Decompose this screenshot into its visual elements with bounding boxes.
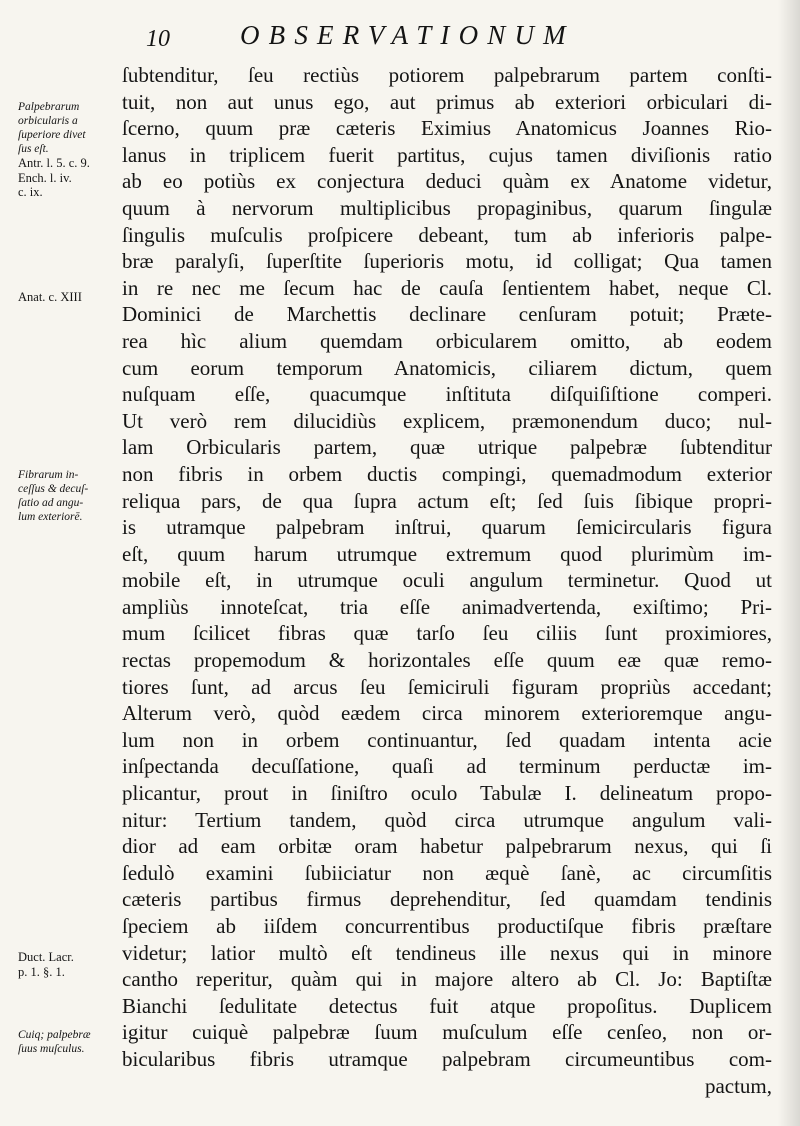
margin-line: Fibrarum in- — [18, 469, 79, 481]
margin-note-anat — [18, 290, 128, 305]
text-line: nuſquam eſſe, quacumque inſtituta diſquiſiſtione comperi. — [122, 382, 772, 407]
text-line: tuit, non aut unus ego, aut primus ab exteriori orbiculari di- — [122, 89, 772, 114]
text-line: eſt, quum harum utrumque extremum quod plurimùm im- — [122, 541, 772, 566]
text-line: ab eo potiùs ex conjectura deduci quàm ex Anatome videtur, — [122, 169, 772, 194]
margin-line: Anat. c. XIII — [18, 290, 82, 304]
margin-note-fibrarum — [18, 468, 128, 524]
margin-line: Palpebrarum — [18, 101, 80, 113]
text-line: videtur; latior multò eſt tendineus ille nexus qui in minore — [122, 940, 772, 965]
text-line: rea hìc alium quemdam orbicularem omitto, ab eodem — [122, 328, 772, 353]
text-line: ſedulò examini ſubiiciatur non æquè ſanè, ac circumſitis — [122, 860, 772, 885]
text-line: rectas propemodum & horizontales eſſe quum eæ quæ remo- — [122, 648, 772, 673]
text-line: reliqua pars, de qua ſupra actum eſt; ſed ſuis ſibique propri- — [122, 488, 772, 513]
text-line: mum ſcilicet fibras quæ tarſo ſeu ciliis ſunt proximiores, — [122, 621, 772, 646]
margin-line: ſuperiore divet — [18, 129, 86, 141]
text-line: Dominici de Marchettis declinare cenſuram potuit; Præte- — [122, 302, 772, 327]
margin-line: ſus eſt. — [18, 143, 49, 155]
text-line: non fibris in orbem ductis compingi, quemadmodum exterior — [122, 461, 772, 486]
running-head — [140, 20, 760, 54]
margin-line: p. 1. §. 1. — [18, 964, 65, 979]
margin-line: Duct. Lacr. — [18, 950, 74, 964]
margin-note-cuique — [18, 1028, 128, 1056]
text-line: is utramque palpebram inſtrui, quarum ſemicircularis figura — [122, 515, 772, 540]
text-line: Ut verò rem dilucidiùs explicem, præmonendum duco; nul- — [122, 408, 772, 433]
margin-line: ſatio ad angu- — [18, 497, 84, 509]
text-line: lum non in orbem continuantur, ſed quadam intenta acie — [122, 727, 772, 752]
body-text — [122, 62, 772, 1099]
text-line: igitur cuiquè palpebræ ſuum muſculum eſſe cenſeo, non or- — [122, 1020, 772, 1045]
text-line: ſpeciem ab iiſdem concurrentibus productiſque fibris præſtare — [122, 914, 772, 938]
text-line: pactum, — [704, 1073, 772, 1098]
text-line: tiores ſunt, ad arcus ſeu ſemiciruli figuram propriùs accedant; — [122, 674, 772, 699]
text-line: cum eorum temporum Anatomicis, ciliarem dictum, quem — [122, 355, 772, 380]
margin-note-duct — [18, 950, 128, 979]
text-line: plicantur, prout in ſiniſtro oculo Tabulæ I. delineatum propo- — [122, 781, 772, 806]
margin-line: Ench. l. iv. — [18, 170, 72, 185]
margin-line: lum exteriorē. — [18, 511, 83, 523]
text-line: in re nec me ſecum hac de cauſa ſentientem habet, neque Cl. — [122, 275, 772, 300]
margin-line: Cuiq; palpebræ — [18, 1029, 91, 1041]
text-line: nitur: Tertium tandem, quòd circa utrumque angulum vali- — [122, 807, 772, 832]
text-line: lam Orbicularis partem, quæ utrique palpebræ ſubtenditur — [122, 435, 772, 460]
text-line: cæteris partibus firmus deprehenditur, ſed quamdam tendinis — [122, 887, 772, 912]
text-line: ampliùs innoteſcat, tria eſſe animadvertenda, exiſtimo; Pri- — [122, 594, 772, 619]
margin-line: Antr. l. 5. c. 9. — [18, 156, 90, 170]
margin-line: ſuus muſculus. — [18, 1043, 85, 1055]
margin-note-palpebrarum — [18, 100, 128, 200]
running-title: OBSERVATIONUM — [240, 20, 575, 50]
text-line: ſcerno, quum præ cæteris Eximius Anatomicus Joannes Rio- — [122, 116, 772, 141]
text-line: ſubtenditur, ſeu rectiùs potiorem palpebrarum partem conſti- — [122, 63, 772, 87]
margin-line: c. ix. — [18, 185, 43, 199]
text-line: inſpectanda decuſſatione, quaſi ad terminum perductæ im- — [122, 754, 772, 779]
text-line: quum à nervorum multiplicibus propaginibus, quarum ſingulæ — [122, 195, 772, 220]
text-line: bicularibus fibris utramque palpebram circumeuntibus com- — [122, 1046, 772, 1071]
text-line: lanus in triplicem fuerit partitus, cujus tamen diviſionis ratio — [122, 142, 772, 167]
text-line: Alterum verò, quòd eædem circa minorem exterioremque angu- — [122, 701, 772, 726]
text-line: dior ad eam orbitæ oram habetur palpebrarum nexus, qui ſi — [122, 834, 772, 859]
page-edge-shadow — [778, 0, 800, 1126]
text-line: bræ paralyſi, ſuperſtite ſuperioris motu, id colligat; Qua tamen — [122, 249, 772, 274]
margin-line: ceſſus & decuſ- — [18, 483, 89, 495]
margin-line: orbicularis a — [18, 115, 78, 127]
page-number: 10 — [146, 26, 170, 52]
text-line: Bianchi ſedulitate detectus fuit atque propoſitus. Duplicem — [122, 993, 772, 1018]
text-line: cantho reperitur, quàm qui in majore altero ab Cl. Jo: Baptiſtæ — [122, 967, 772, 992]
text-line: mobile eſt, in utrumque oculi angulum terminetur. Quod ut — [122, 568, 772, 593]
text-line: ſingulis muſculis proſpicere debeant, tum ab inferioris palpe- — [122, 222, 772, 247]
